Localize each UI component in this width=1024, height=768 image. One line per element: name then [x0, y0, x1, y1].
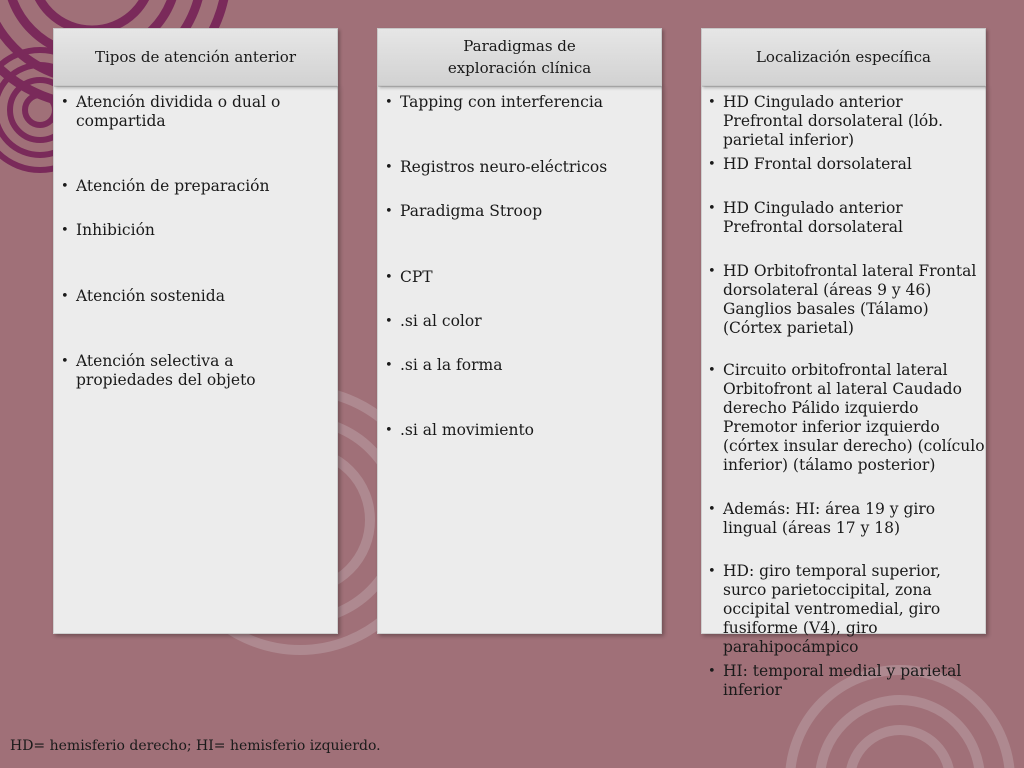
list-item: • Registros neuro-eléctricos [385, 158, 608, 176]
bullet: • [708, 157, 716, 172]
bullet: • [385, 270, 393, 285]
footnote: HD= hemisferio derecho; HI= hemisferio izquierdo. [10, 738, 381, 754]
column-1-header-text: Tipos de atención anterior [95, 48, 296, 66]
bullet: • [385, 95, 393, 110]
column-3-header-text: Localización específica [755, 48, 932, 66]
list-item: • Tapping con interferencia [385, 93, 604, 111]
bullet: • [708, 264, 716, 279]
list-item: • Circuito orbitofrontal lateral Orbitofront al lateral Caudado derecho Pálido izquierdo Premotor inferior izquierdo (córtex insular derecho) (colículo inferior) (tálamo posterior) [708, 361, 985, 474]
bullet: • [708, 564, 716, 579]
bullet: • [61, 354, 69, 369]
bullet: • [385, 423, 393, 438]
list-item: • .si al color [385, 312, 482, 330]
list-item: • Atención de preparación [61, 177, 270, 195]
column-2-header-line2: exploración clínica [447, 59, 592, 77]
column-1-header [53, 28, 338, 86]
bullet: • [61, 223, 69, 238]
bullet: • [708, 363, 716, 378]
list-item: • Atención selectiva a propiedades del objeto [61, 352, 256, 389]
column-3-header [701, 28, 986, 86]
column-2-header-line1: Paradigmas de [463, 37, 576, 55]
list-item: • .si a la forma [385, 356, 503, 374]
bullet: • [61, 179, 69, 194]
list-item: • Inhibición [61, 221, 155, 239]
bullet: • [385, 314, 393, 329]
bullet: • [385, 358, 393, 373]
bullet: • [708, 664, 716, 679]
bullet: • [61, 289, 69, 304]
list-item: • HD: giro temporal superior, surco parietoccipital, zona occipital ventromedial, giro fusiforme (V4), giro parahipocámpico [708, 562, 941, 656]
list-item: • HD Orbitofrontal lateral Frontal dorsolateral (áreas 9 y 46) Ganglios basales (Tálamo) (Córtex parietal) [708, 262, 977, 337]
column-2-header [377, 28, 662, 86]
list-item: • CPT [385, 268, 433, 286]
bullet: • [385, 204, 393, 219]
list-item: • Atención sostenida [61, 287, 225, 305]
bullet: • [385, 160, 393, 175]
list-item: • HD Cingulado anterior Prefrontal dorsolateral (lób. parietal inferior) [708, 93, 944, 149]
list-item: • .si al movimiento [385, 421, 535, 439]
bullet: • [708, 201, 716, 216]
list-item: • HI: temporal medial y parietal inferior [708, 662, 962, 699]
bullet: • [61, 95, 69, 110]
list-item: • HD Frontal dorsolateral [708, 155, 912, 173]
list-item: • Además: HI: área 19 y giro lingual (áreas 17 y 18) [708, 500, 936, 537]
bullet: • [708, 95, 716, 110]
bullet: • [708, 502, 716, 517]
list-item: • Atención dividida o dual o compartida [61, 93, 281, 130]
list-item: • HD Cingulado anterior Prefrontal dorsolateral [708, 199, 903, 236]
list-item: • Paradigma Stroop [385, 202, 543, 220]
